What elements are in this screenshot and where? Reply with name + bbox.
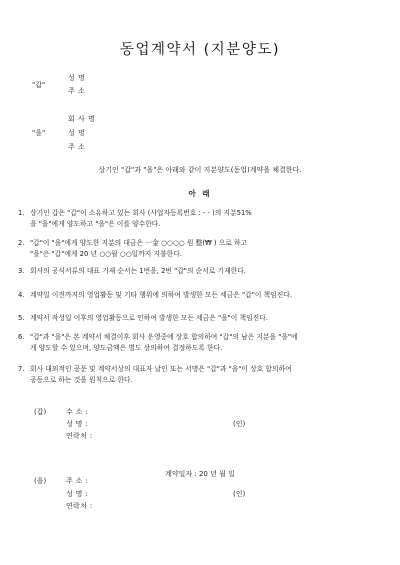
- party-b-label: "을": [32, 129, 46, 137]
- signature-a-contact: 연락처 :: [66, 432, 93, 440]
- clause-text: 게 양도할 수 있으며, 양도금액은 별도 상의하여 결정하도록 한다.: [30, 344, 223, 352]
- party-b-address-label: 주 소: [68, 143, 86, 151]
- clause-number: 2.: [18, 239, 25, 247]
- party-a-name-label: 성 명: [68, 74, 86, 82]
- signature-b-address: 주 소 :: [66, 477, 88, 485]
- signature-a-seal: (인): [233, 420, 246, 428]
- clause-text: "을"은 "갑"에게 20 년 ○○월 ○○일까지 지불한다.: [30, 250, 182, 258]
- signature-b-contact: 연락처 :: [66, 502, 93, 510]
- document-title: 동업계약서 (지분양도): [120, 42, 280, 58]
- clause-text: 공동으로 하는 것을 원칙으로 한다.: [30, 376, 133, 384]
- clause-number: 7.: [18, 365, 25, 373]
- party-a-address-label: 주 소: [68, 87, 86, 95]
- clause-number: 3.: [18, 267, 25, 275]
- clause-text: "갑"이 "을"에게 양도한 지분의 대금은 一金 ○○○○ 원 整(₩ ) 으로 하고: [30, 239, 248, 247]
- clause-number: 1.: [18, 209, 25, 217]
- clause-text: 회사 대외적인 공문 및 계약서상의 대표자 날인 또는 서명은 "갑"과 "을"이 상호 합의하여: [30, 365, 292, 373]
- clause-text: 계약서 작성일 이후의 영업활동으로 인하여 발생한 모든 세금은 "을"이 책임진다.: [30, 314, 268, 322]
- section-heading: 아 래: [188, 189, 212, 198]
- signature-a-name: 성 명 :: [66, 420, 88, 428]
- clause-text: 상기인 갑은 "갑"이 소유하고 있는 회사 (사업자등록번호 : - - )의 지분51%: [30, 209, 252, 217]
- clause-text: 을 "을"에게 양도하고 "을"은 이를 양수한다.: [30, 220, 161, 228]
- party-b-company-label: 회 사 명: [68, 115, 96, 123]
- signature-party-a-label: (갑): [34, 408, 47, 416]
- clause-text: 회사의 공식서류의 대표 기재 순서는 1번을, 2번 "갑"의 순서로 기재한다.: [30, 267, 246, 275]
- clause-text: 계약일 이전까지의 영업활동 및 기타 행위에 의하여 발생한 모든 세금은 "갑"이 책임진다.: [30, 291, 292, 299]
- signature-b-name: 성 명 :: [66, 490, 88, 498]
- signature-party-b-label: (을): [34, 477, 47, 485]
- clause-number: 4.: [18, 291, 25, 299]
- clause-6: [18, 332, 383, 354]
- party-b-name-label: 성 명: [68, 129, 86, 137]
- clause-2: [18, 238, 383, 260]
- contract-date: 계약일자 : 20 년 월 일: [165, 470, 235, 478]
- clause-7: [18, 364, 383, 386]
- clause-number: 6.: [18, 333, 25, 341]
- clause-5: [18, 313, 383, 324]
- clause-4: [18, 290, 383, 301]
- signature-b-seal: (인): [233, 490, 246, 498]
- clause-text: "갑"과 "을"은 본 계약서 체결이후 회사 운영중에 상호 합의하여 "갑"의 남은 지분을 "을"에: [30, 333, 298, 341]
- clause-3: [18, 266, 383, 277]
- clause-1: [18, 208, 383, 230]
- clause-number: 5.: [18, 314, 25, 322]
- party-a-label: "갑": [32, 81, 46, 89]
- signature-a-address: 수 소 :: [66, 408, 88, 416]
- intro-sentence: 상기인 "갑"과 "을"은 아래와 같이 지분양도(동업)계약을 체결한다.: [98, 166, 302, 174]
